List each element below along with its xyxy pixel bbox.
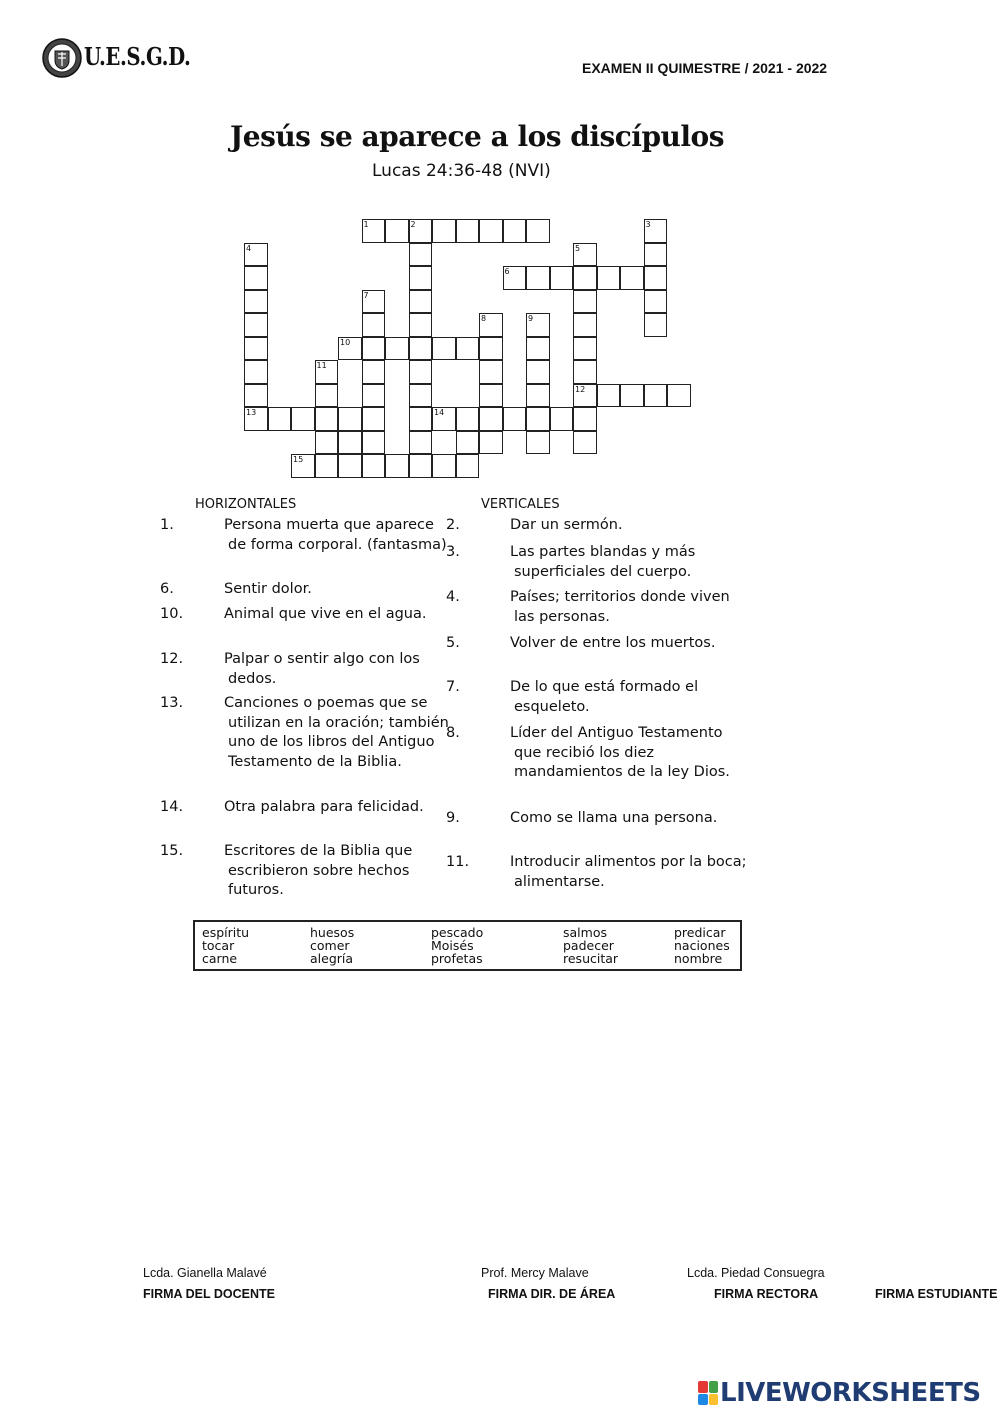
crossword-cell[interactable]: [338, 337, 362, 361]
crossword-cell[interactable]: [338, 454, 362, 478]
crossword-cell[interactable]: [362, 407, 386, 431]
word-bank-word: nombre: [674, 951, 723, 966]
crossword-cell[interactable]: [573, 431, 597, 455]
clue-number: 4.: [446, 589, 460, 605]
crossword-cell[interactable]: [573, 243, 597, 267]
exam-title: EXAMEN II QUIMESTRE / 2021 - 2022: [582, 60, 828, 76]
crossword-cell[interactable]: [573, 266, 597, 290]
clue-item: [160, 650, 456, 689]
crossword-cell[interactable]: [432, 219, 456, 243]
crossword-cell[interactable]: [244, 407, 268, 431]
liveworksheets-icon: [698, 1381, 718, 1405]
clue-number: 12: [575, 384, 586, 394]
crossword-cell[interactable]: [526, 407, 550, 431]
crossword-cell[interactable]: [362, 384, 386, 408]
clue-number: 10.: [160, 606, 184, 622]
crossword-cell[interactable]: [503, 219, 527, 243]
crossword-cell[interactable]: [244, 384, 268, 408]
crossword-cell[interactable]: [385, 454, 409, 478]
word-bank-word: salmos: [563, 925, 607, 940]
clue-item: [160, 694, 456, 772]
brand-text: LIVEWORKSHEETS: [720, 1378, 981, 1408]
crossword-cell[interactable]: [526, 266, 550, 290]
crossword-cell[interactable]: [644, 243, 668, 267]
crossword-cell[interactable]: [620, 384, 644, 408]
crossword-cell[interactable]: [573, 290, 597, 314]
crossword-cell[interactable]: [385, 219, 409, 243]
clue-text: Líder del Antiguo Testamento que recibió los diez mandamientos de la ley Dios.: [510, 725, 730, 780]
crossword-cell[interactable]: [244, 360, 268, 384]
crossword-cell[interactable]: [597, 384, 621, 408]
crossword-cell[interactable]: [597, 266, 621, 290]
clue-number: 6: [504, 267, 510, 276]
clue-number: 3.: [446, 544, 460, 560]
clue-text: De lo que está formado el esqueleto.: [510, 679, 699, 715]
crossword-cell[interactable]: [456, 454, 480, 478]
crossword-cell[interactable]: [409, 384, 433, 408]
crossword-cell[interactable]: [244, 266, 268, 290]
clue-item: [446, 724, 752, 783]
word-bank-word: predicar: [674, 925, 726, 940]
clue-text: Volver de entre los muertos.: [510, 635, 716, 651]
crossword-cell[interactable]: [456, 219, 480, 243]
word-bank-word: huesos: [310, 925, 355, 940]
clue-item: [446, 809, 752, 829]
clue-number: 10: [340, 337, 351, 347]
verticales-heading: VERTICALES: [481, 497, 560, 512]
crossword-cell[interactable]: [526, 384, 550, 408]
word-bank-word: espíritu: [202, 925, 250, 940]
crossword-cell[interactable]: [315, 454, 339, 478]
word-bank-word: naciones: [674, 938, 730, 953]
clue-text: Sentir dolor.: [224, 581, 312, 597]
clue-item: [446, 543, 752, 582]
crossword-cell[interactable]: [362, 290, 386, 314]
crossword-cell[interactable]: [644, 384, 668, 408]
crossword-cell[interactable]: [409, 360, 433, 384]
clue-item: [446, 516, 752, 536]
clue-text: Escritores de la Biblia que escribieron sobre hechos futuros.: [224, 843, 413, 898]
clue-number: 2.: [446, 517, 460, 533]
crossword-cell[interactable]: [503, 407, 527, 431]
clue-number: 11: [316, 361, 327, 370]
clue-text: Palpar o sentir algo con los dedos.: [224, 651, 420, 687]
clue-text: Las partes blandas y más superficiales del cuerpo.: [510, 544, 696, 580]
clue-text: Otra palabra para felicidad.: [224, 799, 424, 815]
clue-item: [160, 605, 456, 625]
crossword-cell[interactable]: [315, 360, 339, 384]
crossword-cell[interactable]: [268, 407, 292, 431]
crossword-cell[interactable]: [362, 360, 386, 384]
signature-name-docente: Lcda. Gianella Malavé: [143, 1266, 267, 1280]
clue-item: [160, 516, 456, 555]
clue-number: 14: [434, 408, 445, 417]
crossword-cell[interactable]: [644, 290, 668, 314]
word-bank-word: resucitar: [563, 951, 619, 966]
word-bank-word: pescado: [431, 925, 484, 940]
crossword-cell[interactable]: [479, 360, 503, 384]
clue-number: 4: [246, 243, 252, 253]
crossword-cell[interactable]: [409, 431, 433, 455]
clue-number: 12.: [160, 651, 184, 667]
clue-text: Países; territorios donde viven las personas.: [510, 589, 730, 625]
crossword-cell[interactable]: [573, 337, 597, 361]
crossword-cell[interactable]: [573, 360, 597, 384]
clue-item: [446, 634, 752, 654]
crossword-cell[interactable]: [244, 313, 268, 337]
clue-text: Persona muerta que aparece de forma corporal. (fantasma): [224, 517, 447, 553]
clue-number: 15.: [160, 843, 184, 859]
clue-number: 9.: [446, 810, 460, 826]
crossword-cell[interactable]: [432, 407, 456, 431]
crossword-cell[interactable]: [644, 219, 668, 243]
word-bank-word: carne: [202, 951, 238, 966]
crossword-cell[interactable]: [385, 337, 409, 361]
crossword-cell[interactable]: [573, 407, 597, 431]
crossword-cell[interactable]: [362, 454, 386, 478]
clue-text: Animal que vive en el agua.: [224, 606, 427, 622]
crossword-cell[interactable]: [550, 266, 574, 290]
clue-number: 3: [645, 220, 651, 229]
horizontales-heading: HORIZONTALES: [195, 497, 297, 512]
crossword-cell[interactable]: [479, 431, 503, 455]
crossword-cell[interactable]: [315, 407, 339, 431]
word-bank: [193, 920, 742, 971]
clue-item: [446, 853, 752, 892]
school-name: U.E.S.G.D.: [84, 42, 191, 71]
clue-number: 13: [246, 408, 257, 417]
clue-number: 1: [363, 220, 369, 229]
crossword-cell[interactable]: [432, 337, 456, 361]
clue-number: 1.: [160, 517, 174, 533]
signature-role-director: FIRMA DIR. DE ÁREA: [488, 1287, 616, 1301]
crossword-cell[interactable]: [526, 219, 550, 243]
crossword-cell[interactable]: [409, 313, 433, 337]
word-bank-word: padecer: [563, 938, 614, 953]
clue-item: [160, 842, 456, 901]
clue-number: 7: [363, 290, 369, 300]
crossword-cell[interactable]: [409, 266, 433, 290]
clue-number: 8.: [446, 725, 460, 741]
crossword-cell[interactable]: [315, 431, 339, 455]
signature-role-rectora: FIRMA RECTORA: [714, 1287, 819, 1301]
crossword-cell[interactable]: [362, 431, 386, 455]
crossword-cell[interactable]: [315, 384, 339, 408]
clue-number: 9: [528, 314, 534, 323]
page-subtitle: Lucas 24:36-48 (NVI): [372, 161, 551, 181]
crossword-cell[interactable]: [573, 384, 597, 408]
clue-number: 5: [575, 243, 581, 253]
crossword-cell[interactable]: [644, 313, 668, 337]
crossword-cell[interactable]: [479, 313, 503, 337]
word-bank-word: tocar: [202, 938, 235, 953]
crossword-cell[interactable]: [409, 337, 433, 361]
crossword-cell[interactable]: [526, 313, 550, 337]
crossword-cell[interactable]: [244, 290, 268, 314]
signature-name-director: Prof. Mercy Malave: [481, 1266, 589, 1280]
crossword-cell[interactable]: [409, 243, 433, 267]
crossword-cell[interactable]: [244, 337, 268, 361]
word-bank-word: alegría: [310, 951, 354, 966]
crossword-cell[interactable]: [526, 431, 550, 455]
crossword-cell[interactable]: [479, 219, 503, 243]
crossword-cell[interactable]: [526, 337, 550, 361]
clue-item: [160, 580, 456, 600]
crossword-cell[interactable]: [362, 337, 386, 361]
crossword-cell[interactable]: [644, 266, 668, 290]
clue-number: 8: [481, 314, 487, 323]
crossword-cell[interactable]: [432, 454, 456, 478]
clue-number: 13.: [160, 695, 184, 711]
crossword-cell[interactable]: [244, 243, 268, 267]
crossword-cell[interactable]: [362, 313, 386, 337]
clue-number: 6.: [160, 581, 174, 597]
crossword-cell[interactable]: [550, 407, 574, 431]
clue-text: Dar un sermón.: [510, 517, 623, 533]
word-bank-word: profetas: [431, 951, 483, 966]
crossword-cell[interactable]: [503, 266, 527, 290]
crossword-cell[interactable]: [667, 384, 691, 408]
crossword-cell[interactable]: [456, 431, 480, 455]
clue-item: [446, 678, 752, 717]
crossword-cell[interactable]: [456, 407, 480, 431]
clue-item: [446, 588, 752, 627]
clue-number: 2: [410, 220, 416, 229]
crossword-cell[interactable]: [409, 454, 433, 478]
word-bank-word: comer: [310, 938, 350, 953]
clue-text: Canciones o poemas que se utilizan en la oración; también uno de los libros del Antiguo Testamento de la Biblia.: [224, 695, 449, 770]
crossword-cell[interactable]: [479, 384, 503, 408]
liveworksheets-logo: [698, 1378, 981, 1408]
crossword-cell[interactable]: [409, 290, 433, 314]
crossword-cell[interactable]: [291, 407, 315, 431]
crossword-cell[interactable]: [456, 337, 480, 361]
crossword-cell[interactable]: [291, 454, 315, 478]
crossword-cell[interactable]: [409, 219, 433, 243]
crossword-cell[interactable]: [573, 313, 597, 337]
clue-text: Introducir alimentos por la boca; alimentarse.: [510, 854, 747, 890]
school-seal-icon: [42, 38, 82, 78]
crossword-cell[interactable]: [409, 407, 433, 431]
clue-number: 14.: [160, 799, 184, 815]
signature-role-docente: FIRMA DEL DOCENTE: [143, 1287, 275, 1301]
crossword-cell[interactable]: [620, 266, 644, 290]
page-title: Jesús se aparece a los discípulos: [230, 120, 724, 153]
crossword-cell[interactable]: [362, 219, 386, 243]
clue-item: [160, 798, 456, 818]
clue-text: Como se llama una persona.: [510, 810, 718, 826]
clue-number: 11.: [446, 854, 470, 870]
signature-name-rectora: Lcda. Piedad Consuegra: [687, 1266, 825, 1280]
crossword-cell[interactable]: [479, 337, 503, 361]
clue-number: 5.: [446, 635, 460, 651]
crossword-cell[interactable]: [338, 431, 362, 455]
word-bank-word: Moisés: [431, 938, 474, 953]
clue-number: 7.: [446, 679, 460, 695]
crossword-cell[interactable]: [479, 407, 503, 431]
clue-number: 15: [293, 455, 304, 464]
signature-role-estudiante: FIRMA ESTUDIANTE: [875, 1287, 998, 1301]
crossword-cell[interactable]: [526, 360, 550, 384]
crossword-cell[interactable]: [338, 407, 362, 431]
